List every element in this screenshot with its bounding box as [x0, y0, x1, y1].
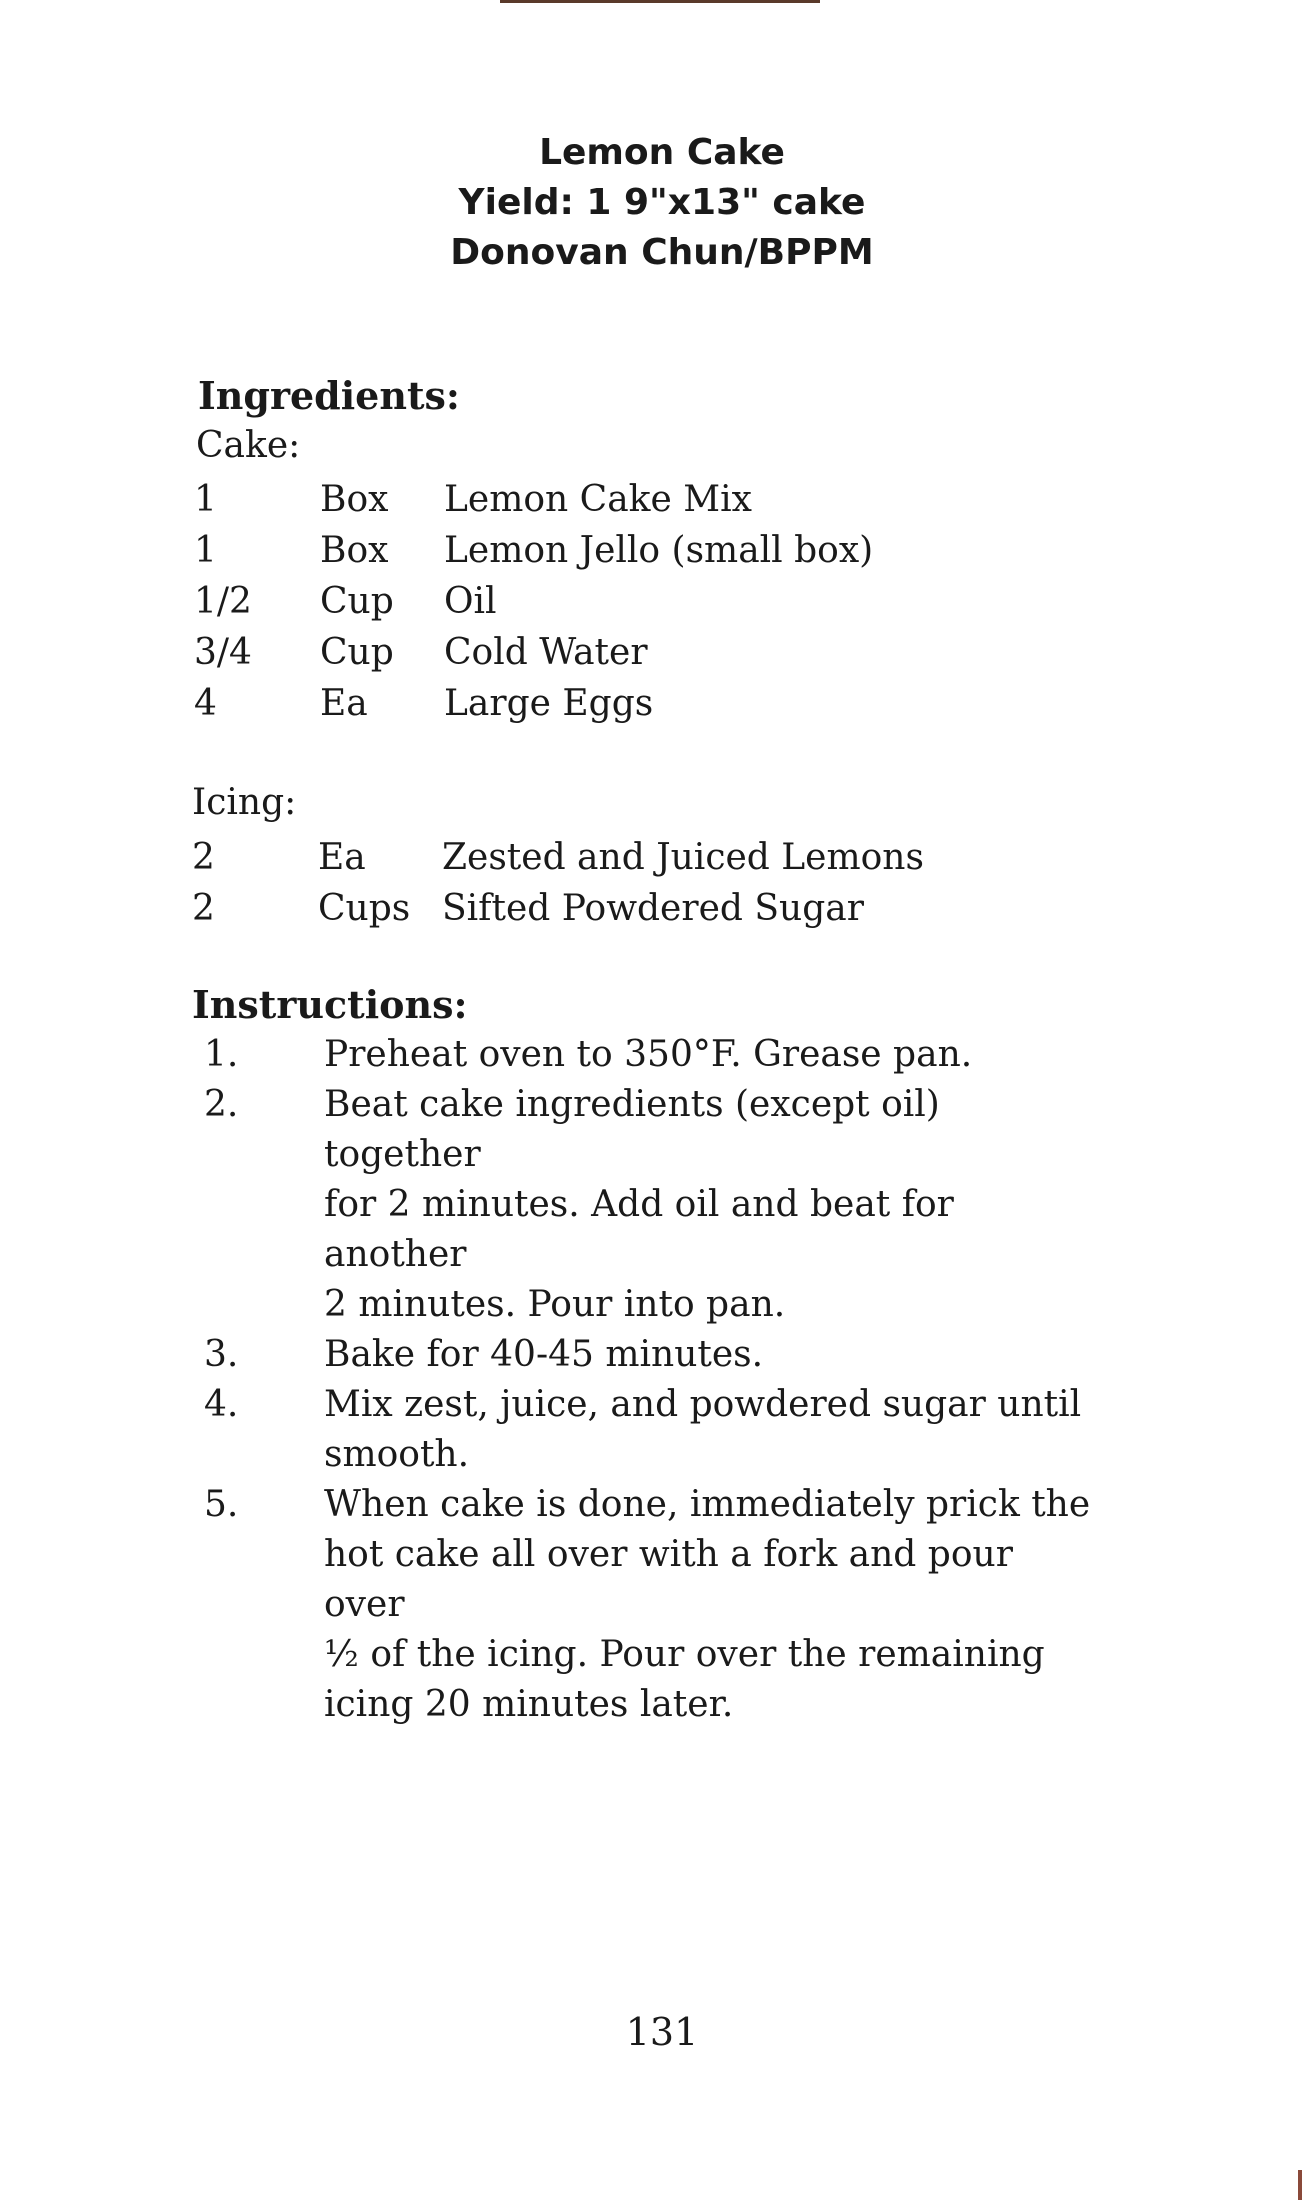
- ingredient-unit: Cup: [320, 632, 394, 673]
- icing-ingredient-list: [192, 832, 924, 934]
- recipe-title: Lemon Cake: [539, 132, 785, 173]
- cake-ingredient-list: [194, 474, 873, 729]
- ingredient-qty: 2: [192, 837, 215, 878]
- ingredient-name: Sifted Powdered Sugar: [442, 888, 864, 929]
- recipe-author: Donovan Chun/BPPM: [450, 232, 874, 273]
- step-number: 4.: [204, 1384, 239, 1425]
- ingredient-name: Zested and Juiced Lemons: [442, 837, 924, 878]
- ingredient-row: [194, 525, 873, 576]
- ingredient-qty: 3/4: [194, 632, 252, 673]
- step-number: 1.: [204, 1034, 239, 1075]
- page-number: 131: [625, 2010, 699, 2054]
- ingredient-unit: Box: [320, 530, 389, 571]
- ingredient-qty: 1/2: [194, 581, 252, 622]
- step-text: Bake for 40-45 minutes.: [324, 1334, 764, 1375]
- ingredient-name: Oil: [444, 581, 497, 622]
- ingredient-row: [194, 678, 873, 729]
- ingredient-qty: 4: [194, 683, 217, 724]
- ingredient-row: [192, 832, 924, 883]
- instruction-step: [0, 1480, 1306, 1730]
- ingredient-unit: Cup: [320, 581, 394, 622]
- step-text: When cake is done, immediately prick the hot cake all over with a fork and pour over ½ of the icing. Pour over the remaining icing 20 minutes later.: [324, 1484, 1091, 1725]
- top-edge-line: [500, 0, 820, 3]
- ingredient-unit: Ea: [318, 837, 366, 878]
- edge-mark: [1298, 2170, 1302, 2200]
- ingredient-row: [192, 883, 924, 934]
- step-text: Mix zest, juice, and powdered sugar until smooth.: [324, 1384, 1082, 1475]
- instruction-list: [0, 1030, 1306, 1730]
- step-text: Preheat oven to 350°F. Grease pan.: [324, 1034, 973, 1075]
- ingredient-row: [194, 576, 873, 627]
- ingredient-qty: 1: [194, 479, 217, 520]
- instruction-step: [0, 1380, 1306, 1480]
- step-number: 5.: [204, 1484, 239, 1525]
- ingredient-unit: Ea: [320, 683, 368, 724]
- instructions-heading: Instructions:: [192, 982, 468, 1027]
- ingredient-row: [194, 474, 873, 525]
- instruction-step: [0, 1030, 1306, 1080]
- step-number: 2.: [204, 1084, 239, 1125]
- ingredient-unit: Cups: [318, 888, 411, 929]
- step-number: 3.: [204, 1334, 239, 1375]
- ingredient-name: Lemon Cake Mix: [444, 479, 752, 520]
- ingredient-unit: Box: [320, 479, 389, 520]
- ingredient-name: Large Eggs: [444, 683, 654, 724]
- recipe-header: [0, 128, 1306, 278]
- cake-subheading: Cake:: [196, 425, 301, 466]
- ingredient-name: Cold Water: [444, 632, 648, 673]
- icing-subheading: Icing:: [192, 782, 297, 823]
- ingredient-name: Lemon Jello (small box): [444, 530, 874, 571]
- instruction-step: [0, 1330, 1306, 1380]
- ingredient-row: [194, 627, 873, 678]
- ingredient-qty: 2: [192, 888, 215, 929]
- step-text: Beat cake ingredients (except oil) together for 2 minutes. Add oil and beat for another 2 minutes. Pour into pan.: [324, 1084, 954, 1325]
- ingredient-qty: 1: [194, 530, 217, 571]
- instruction-step: [0, 1080, 1306, 1330]
- ingredients-heading: Ingredients:: [198, 373, 460, 418]
- recipe-yield: Yield: 1 9"x13" cake: [458, 182, 866, 223]
